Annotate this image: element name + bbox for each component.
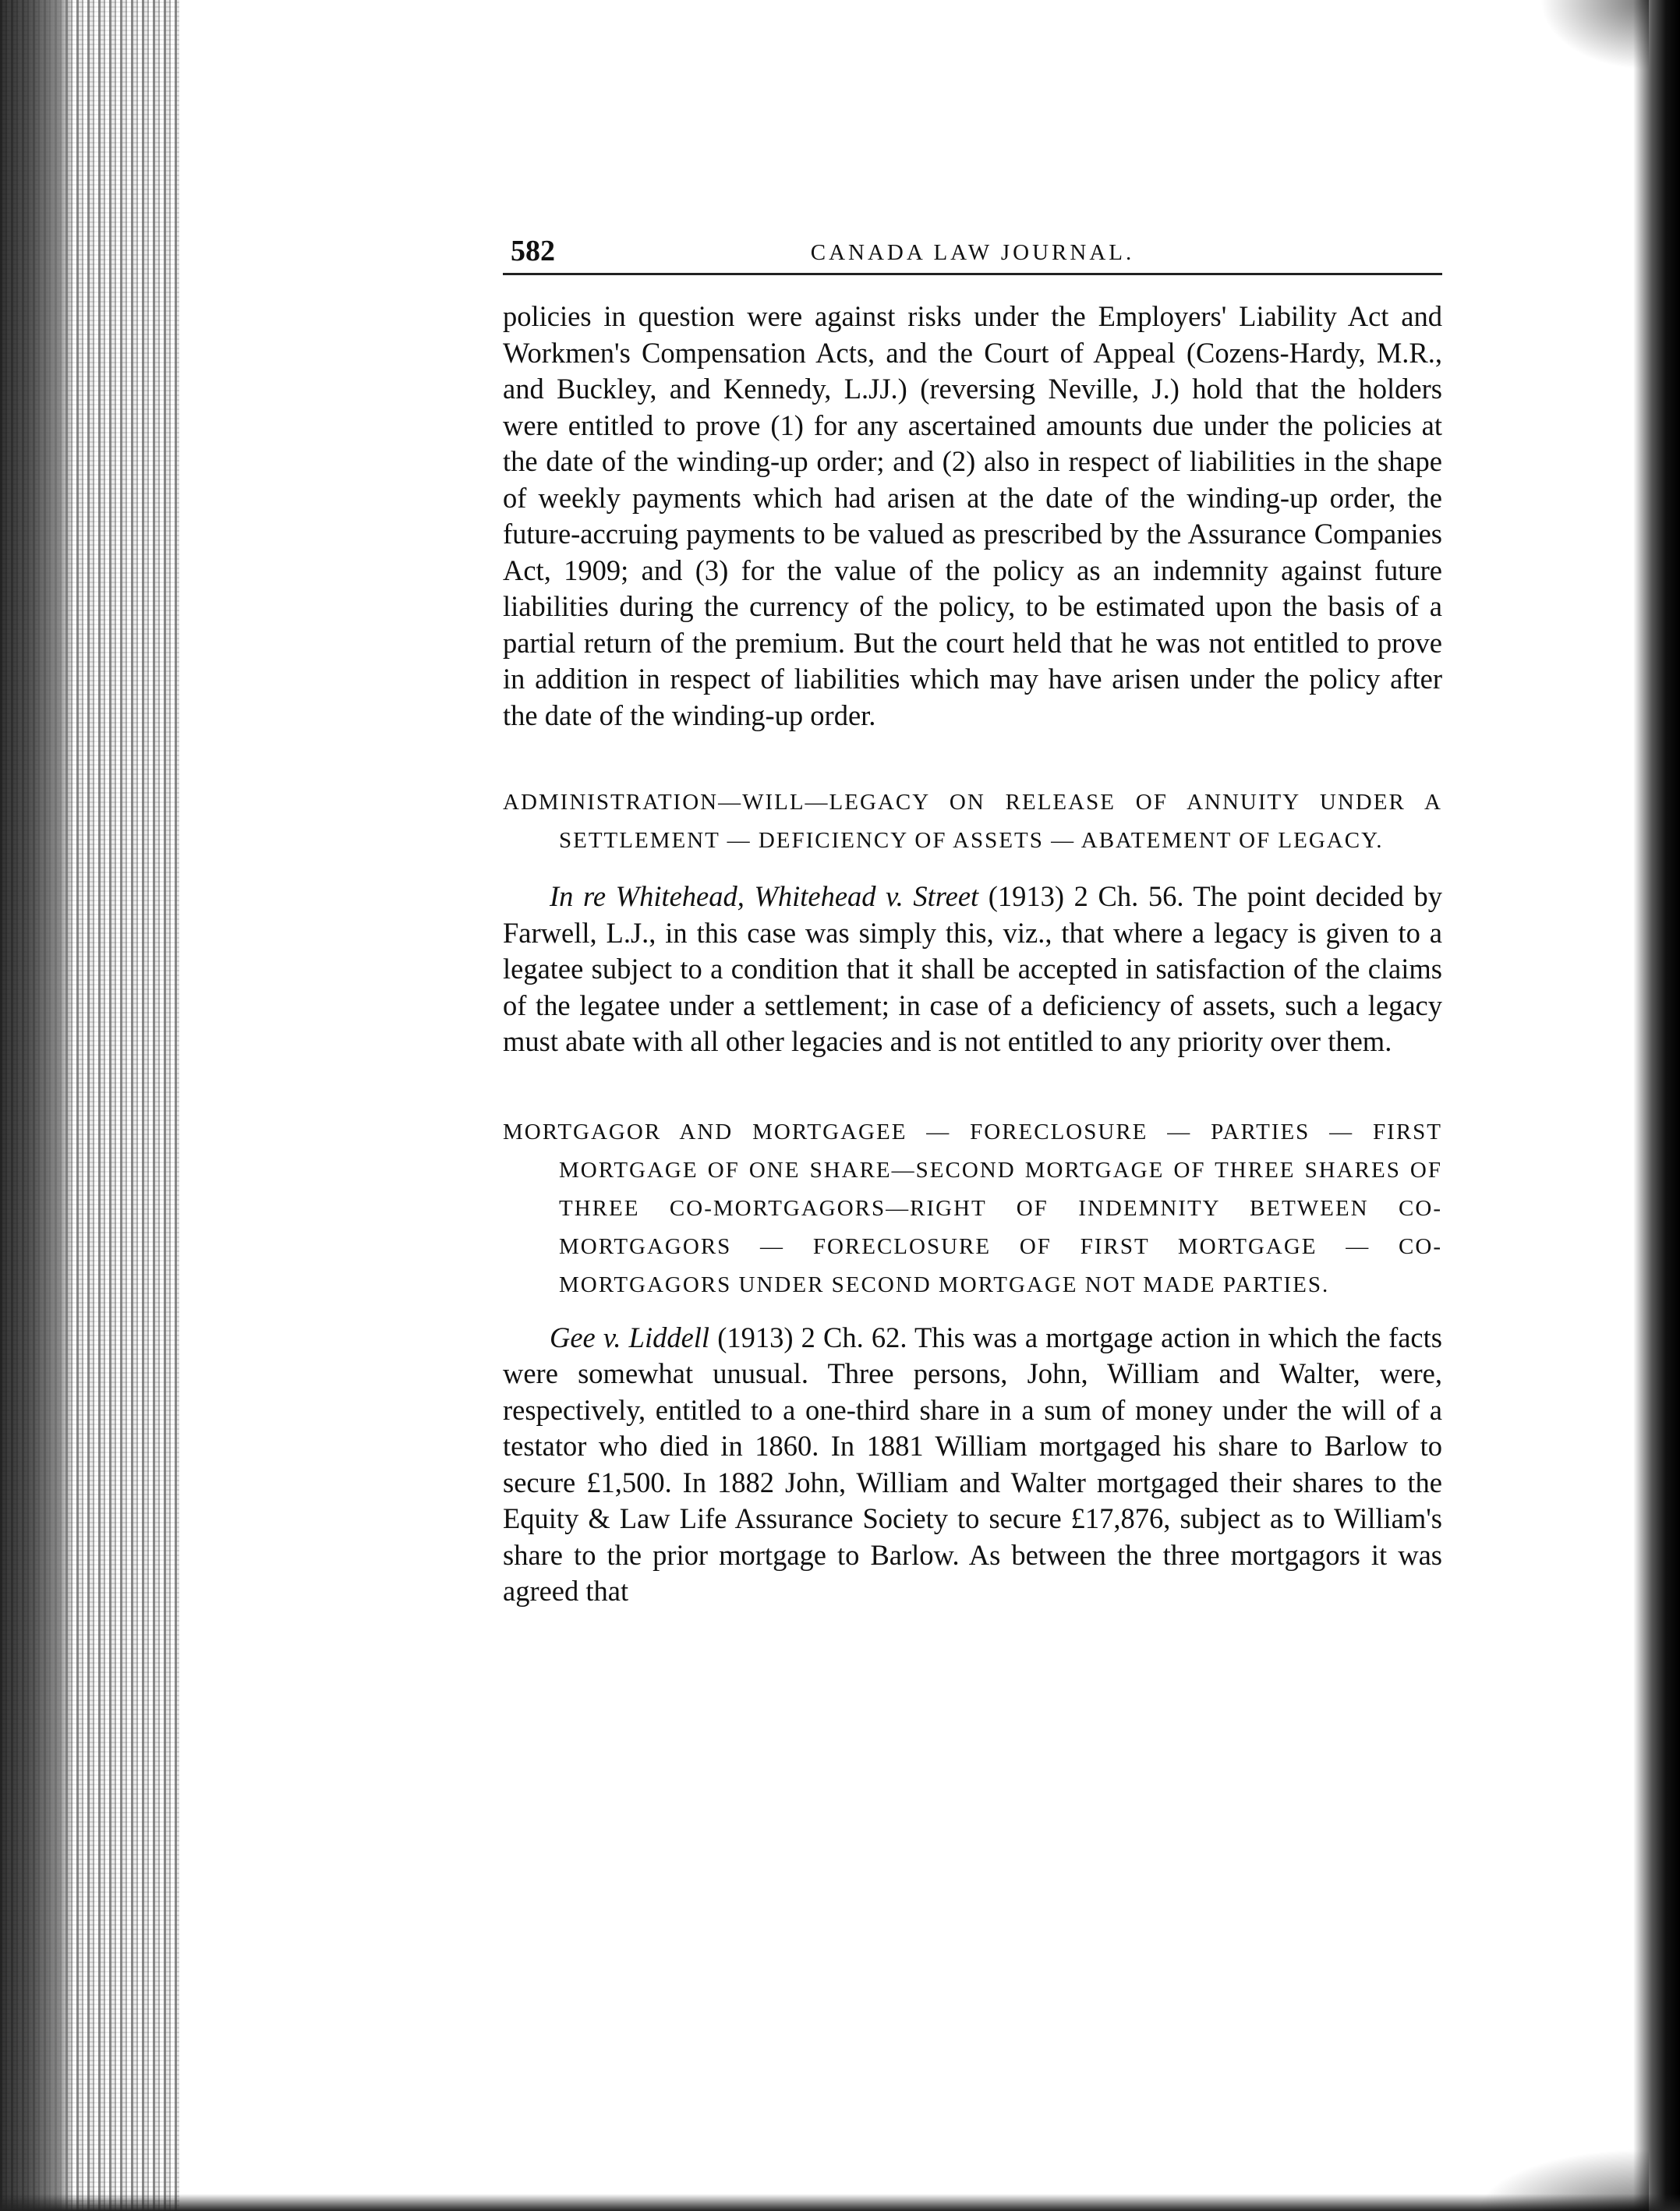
page-content (503, 218, 1442, 1610)
running-head (503, 218, 1442, 275)
page-number: 582 (511, 235, 555, 267)
paragraph-whitehead-text: (1913) 2 Ch. 56. The point decided by Farwell, L.J., in this case was simply this, viz., that where a legacy is given to a legatee subject to a condition that it shall be accepted in satisfaction of the claims of the legatee under a settlement; in case of a deficiency of assets, such a legacy must abate with all other legacies and is not entitled to any priority over them. (503, 880, 1443, 1057)
scan-corner-top-right (1540, 0, 1649, 70)
case-citation-whitehead: In re Whitehead, Whitehead v. Street (550, 880, 979, 912)
paragraph-whitehead (503, 879, 1442, 1060)
section-heading-mortgagor: MORTGAGOR AND MORTGAGEE — FORECLOSURE — PARTIES — FIRST MORTGAGE OF ONE SHARE—SECOND MORTGAGE OF THREE SHARES OF THREE CO-MORTGAGORS—RIGHT OF INDEMNITY BETWEEN CO-MORTGAGORS — FORECLOSURE OF FIRST MORTGAGE — CO-MORTGAGORS UNDER SECOND MORTGAGE NOT MADE PARTIES. (503, 1119, 1442, 1297)
paragraph-continuation: policies in question were against risks under the Employers' Liability Act and Workmen's Compensation Acts, and the Court of Appeal (Cozens-Hardy, M.R., and Buckley, and Kennedy, L.JJ.) (reversing Neville, J.) hold that the holders were entitled to prove (1) for any ascertained amounts due under the policies at the date of the winding-up order; and (2) also in respect of liabilities in the shape of weekly payments which had arisen at the date of the winding-up order, the future-accruing payments to be valued as prescribed by the Assurance Companies Act, 1909; and (3) for the value of the policy as an indemnity against future liabilities during the currency of the policy, to be estimated upon the basis of a partial return of the premium. But the court held that he was not entitled to prove in addition in respect of liabilities which may have arisen under the policy after the date of the winding-up order. (503, 300, 1442, 731)
paragraph-gee-liddell (503, 1320, 1442, 1610)
scan-corner-bottom-right (1477, 2149, 1649, 2211)
journal-title: CANADA LAW JOURNAL. (810, 240, 1135, 265)
scan-edge-right (1633, 0, 1680, 2211)
paragraph-gee-liddell-text: (1913) 2 Ch. 62. This was a mortgage action in which the facts were somewhat unusual. Three persons, John, William and Walter, were, respectively, entitled to a one-third share in a sum of money under the will of a testator who died in 1860. In 1881 William mortgaged his share to Barlow to secure £1,500. In 1882 John, William and Walter mortgaged their shares to the Equity & Law Life Assurance Society to secure £17,876, subject as to William's share to the prior mortgage to Barlow. As between the three mortgagors it was agreed that (503, 1321, 1442, 1607)
scan-binding-shadow (0, 0, 74, 2211)
case-citation-gee-liddell: Gee v. Liddell (550, 1321, 710, 1353)
scan-edge-bottom (0, 2194, 1680, 2211)
section-heading-administration: ADMINISTRATION—WILL—LEGACY ON RELEASE OF ANNUITY UNDER A SETTLEMENT — DEFICIENCY OF ASSETS — ABATEMENT OF LEGACY. (503, 790, 1442, 853)
